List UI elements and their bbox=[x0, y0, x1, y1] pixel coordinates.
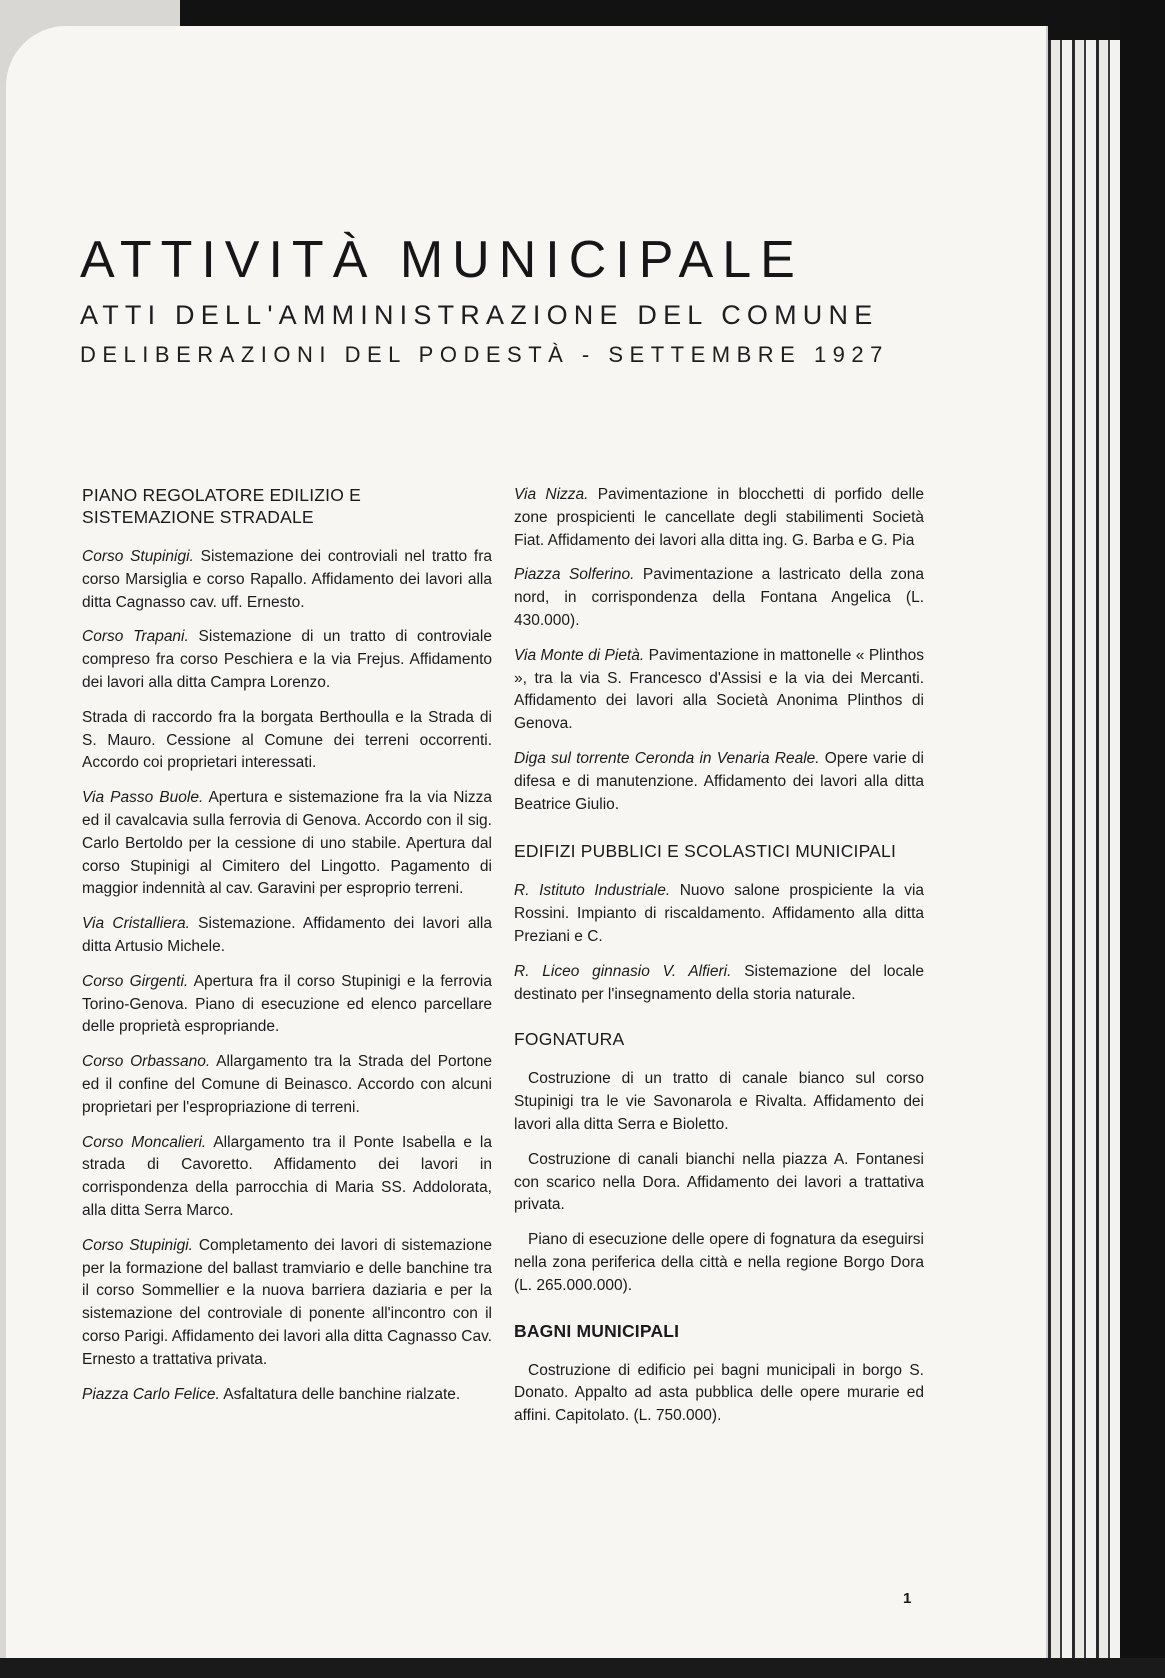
section-heading-piano-regolatore: PIANO REGOLATORE EDILIZIO E SISTEMAZIONE STRADALE bbox=[82, 485, 361, 527]
entry-item bbox=[514, 880, 924, 948]
entry-place: R. Liceo ginnasio V. Alfieri. bbox=[514, 962, 732, 980]
entry-item bbox=[82, 971, 492, 1039]
entry-text: Pavimentazione a lastricato della zona nord, in corrispondenza della Fontana Angelica (L. 430.000). bbox=[514, 566, 925, 629]
entry-place: Via Monte di Pietà. bbox=[514, 646, 645, 664]
entry-item bbox=[82, 707, 492, 775]
entry-place: Piazza Solferino. bbox=[514, 566, 635, 584]
entry-place: Corso Stupinigi. bbox=[82, 548, 194, 565]
entry-place: Via Passo Buole. bbox=[82, 789, 204, 807]
entry-text: Strada di raccordo fra la borgata Berthoulla e la Strada di S. Mauro. Cessione al Comune dei terreni occorrenti. Accordo coi proprietari interessati. bbox=[82, 708, 492, 772]
scan-border-bottom bbox=[0, 1658, 1165, 1678]
page-subtitle-date: DELIBERAZIONI DEL PODESTÀ - SETTEMBRE 1927 bbox=[80, 342, 889, 367]
scan-border-right bbox=[1120, 0, 1165, 1678]
entry-text: Costruzione di edificio pei bagni municipali in borgo S. Donato. Appalto ad asta pubblica delle opere murarie ed affini. Capitolato. (L. 750.000). bbox=[514, 1361, 924, 1425]
right-column bbox=[514, 484, 924, 1440]
entry-place: Corso Moncalieri. bbox=[82, 1133, 207, 1151]
page-number: 1 bbox=[903, 1590, 912, 1607]
entry-place: Corso Trapani. bbox=[82, 628, 189, 646]
entry-text: Sistemazione del locale destinato per l'insegnamento della storia naturale. bbox=[514, 962, 924, 1003]
entry-item bbox=[514, 1149, 924, 1217]
entry-item bbox=[82, 626, 492, 694]
entry-text: Allargamento tra la Strada del Portone ed il confine del Comune di Beinasco. Accordo con alcuni proprietari per l'espropriazione di terreni. bbox=[82, 1053, 493, 1116]
entry-item bbox=[514, 961, 924, 1007]
entry-place: Corso Stupinigi. bbox=[82, 1236, 193, 1254]
entry-text: Costruzione di canali bianchi nella piazza A. Fontanesi con scarico nella Dora. Affidamento dei lavori a trattativa privata. bbox=[514, 1150, 924, 1214]
entry-place: Corso Orbassano. bbox=[82, 1053, 211, 1071]
entry-text: Piano di esecuzione delle opere di fognatura da eseguirsi nella zona periferica della città e nella regione Borgo Dora (L. 265.000.000). bbox=[514, 1231, 924, 1294]
page-stack-edges bbox=[1038, 40, 1128, 1665]
entry-item bbox=[514, 1068, 924, 1136]
entry-text: Apertura fra il corso Stupinigi e la ferrovia Torino-Genova. Piano di esecuzione ed elenco parcellare delle proprietà espropriande. bbox=[82, 972, 492, 1036]
entry-text: Completamento dei lavori di sistemazione per la formazione del ballast tramviario e delle banchine tra il corso Sommellier e la nuova barriera daziaria e per la sistemazione del controviale di ponente all'incontro con il corso Parigi. Affidamento dei lavori alla ditta Cagnasso Cav. Ernesto a trattativa privata. bbox=[82, 1236, 492, 1368]
entry-item bbox=[514, 484, 924, 552]
left-column bbox=[82, 484, 492, 1418]
entry-item bbox=[82, 1235, 492, 1372]
entry-text: Sistemazione dei controviali nel tratto fra corso Marsiglia e corso Rapallo. Affidamento dei lavori alla ditta Cagnasso cav. uff. Ernesto. bbox=[82, 548, 492, 611]
entry-item bbox=[514, 748, 924, 816]
entry-item bbox=[514, 1360, 924, 1428]
entry-place: Corso Girgenti. bbox=[82, 972, 189, 990]
entry-text: Opere varie di difesa e di manutenzione. Affidamento dei lavori alla ditta Beatrice Giulio. bbox=[514, 749, 924, 813]
entry-text: Pavimentazione in blocchetti di porfido delle zone prospicienti le cancellate degli stabilimenti Società Fiat. Affidamento dei lavori alla ditta ing. G. Barba e G. Pia bbox=[514, 486, 924, 549]
entry-item bbox=[82, 913, 492, 959]
entry-place: Via Cristalliera. bbox=[82, 915, 190, 933]
entry-item bbox=[82, 1051, 492, 1119]
entry-place: Via Nizza. bbox=[514, 486, 589, 503]
entry-item bbox=[514, 645, 924, 736]
entry-item bbox=[82, 787, 492, 901]
entry-text: Pavimentazione in mattonelle « Plinthos », tra la via S. Francesco d'Assisi e la via dei Mercanti. Affidamento dei lavori alla Società Anonima Plinthos di Genova. bbox=[514, 646, 924, 733]
entry-text: Allargamento tra il Ponte Isabella e la strada di Cavoretto. Affidamento dei lavori in corrispondenza della parrocchia di Maria SS. Addolorata, alla ditta Serra Marco. bbox=[82, 1133, 492, 1219]
section-heading-fognatura: FOGNATURA bbox=[514, 1029, 625, 1050]
page-title: ATTIVITÀ MUNICIPALE bbox=[80, 231, 804, 289]
page-subtitle: ATTI DELL'AMMINISTRAZIONE DEL COMUNE bbox=[80, 300, 879, 330]
section-heading-edifizi: EDIFIZI PUBBLICI E SCOLASTICI MUNICIPALI bbox=[514, 841, 897, 862]
entry-text: Asfaltatura delle banchine rialzate. bbox=[219, 1385, 461, 1403]
section-heading-bagni: BAGNI MUNICIPALI bbox=[514, 1320, 680, 1341]
entry-text: Sistemazione. Affidamento dei lavori alla ditta Artusio Michele. bbox=[82, 915, 492, 955]
entry-item bbox=[82, 1132, 492, 1223]
entry-text: Apertura e sistemazione fra la via Nizza ed il cavalcavia sulla ferrovia di Genova. Accordo con il sig. Carlo Bertoldo per la cessione di uno stabile. Apertura dal corso Stupinigi al Cimitero del Lingotto. Pagamento di maggior indennità al cav. Garavini per esproprio terreni. bbox=[82, 789, 492, 898]
entry-item bbox=[82, 1384, 492, 1407]
entry-item bbox=[514, 1229, 924, 1297]
entry-place: Piazza Carlo Felice. bbox=[82, 1385, 220, 1403]
entry-place: Diga sul torrente Ceronda in Venaria Reale. bbox=[514, 749, 820, 767]
entry-text: Sistemazione di un tratto di controviale compreso fra corso Peschiera e la via Frejus. Affidamento dei lavori alla ditta Campra Lorenzo. bbox=[82, 628, 492, 691]
entry-item bbox=[82, 546, 492, 614]
entry-item bbox=[514, 564, 924, 632]
entry-text: Costruzione di un tratto di canale bianco sul corso Stupinigi tra le vie Savonarola e Rivalta. Affidamento dei lavori alla ditta Serra e Bioletto. bbox=[514, 1070, 924, 1133]
entry-place: R. Istituto Industriale. bbox=[514, 882, 671, 900]
entry-text: Nuovo salone prospiciente la via Rossini. Impianto di riscaldamento. Affidamento alla ditta Preziani e C. bbox=[514, 882, 925, 945]
